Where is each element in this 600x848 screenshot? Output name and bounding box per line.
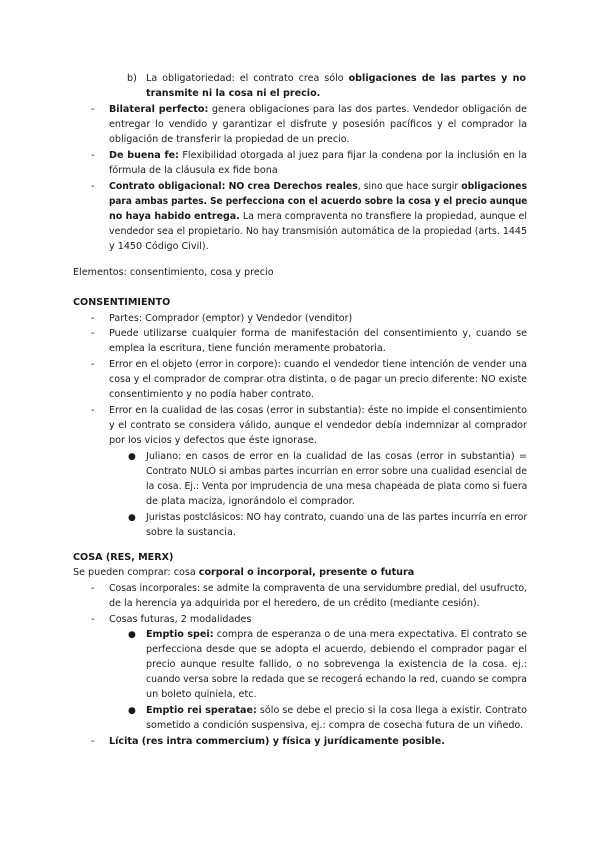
- dash-marker: -: [91, 583, 95, 594]
- paragraph-line: Cosas futuras, 2 modalidades: [109, 614, 252, 625]
- section-heading-consentimiento: CONSENTIMIENTO: [73, 297, 171, 308]
- paragraph-line: Error en el objeto (error in corpore): cuando el vendedor tiene intención de vender una: [109, 359, 527, 370]
- paragraph-line: Contrato obligacional: NO crea Derechos reales, sino que hace surgir obligaciones: [109, 181, 527, 192]
- paragraph-line: sometido a condición suspensiva, ej.: compra de cosecha futura de un viñedo.: [146, 720, 524, 731]
- paragraph-line: Lícita (res intra commercium) y física y jurídicamente posible.: [109, 736, 445, 747]
- dash-marker: -: [91, 104, 95, 115]
- paragraph-line: para ambas partes. Se perfecciona con el acuerdo sobre la cosa y el precio aunque: [109, 196, 528, 207]
- dash-marker: -: [91, 736, 95, 747]
- paragraph-line: la cosa. Ej.: Venta por imprudencia de una mesa chapeada de plata como si fuera: [146, 481, 528, 492]
- dash-marker: -: [91, 328, 95, 339]
- paragraph-line: Juristas postclásicos: NO hay contrato, cuando una de las partes incurría en error: [146, 512, 528, 523]
- paragraph-line: fórmula de la cláusula ex fide bona: [109, 165, 278, 176]
- paragraph-line: De buena fe: Flexibilidad otorgada al juez para fijar la condena por la inclusión en la: [109, 150, 527, 161]
- paragraph-line: obligación de transferir la propiedad de un precio.: [109, 134, 350, 145]
- paragraph-line: Bilateral perfecto: genera obligaciones para las dos partes. Vendedor obligación de: [109, 104, 527, 115]
- paragraph-line: Puede utilizarse cualquier forma de manifestación del consentimiento y, cuando se: [109, 328, 527, 339]
- paragraph-line: Emptio spei: compra de esperanza o de una mera expectativa. El contrato se: [146, 629, 527, 640]
- section-heading-cosa: COSA (RES, MERX): [73, 552, 174, 563]
- bullet-marker: ●: [128, 452, 136, 462]
- paragraph-line: por los vicios y defectos que éste ignorase.: [109, 435, 317, 446]
- paragraph-line: precio aunque resulte fallido, o no sobrevenga la existencia de la cosa. ej.:: [146, 659, 527, 670]
- paragraph-line: Elementos: consentimiento, cosa y precio: [73, 267, 274, 278]
- paragraph-line: un boleto quiniela, etc.: [146, 689, 257, 700]
- paragraph-line: perfecciona desde que se adopta el acuerdo, debiendo el comprador pagar el: [146, 644, 527, 655]
- paragraph-line: cuando versa sobre la redada que se recogerá echando la red, cuando se compra: [146, 674, 527, 685]
- paragraph-line: Se pueden comprar: cosa corporal o incorporal, presente o futura: [73, 567, 415, 578]
- bullet-marker: ●: [128, 513, 136, 523]
- dash-marker: -: [91, 614, 95, 625]
- bullet-marker: ●: [128, 706, 136, 716]
- paragraph-line: de la herencia ya adquirida por el heredero, de un crédito (mediante cesión).: [109, 598, 480, 609]
- paragraph-line: sobre la sustancia.: [146, 527, 236, 538]
- paragraph-line: vendedor sea el propietario. No hay transmisión automática de la propiedad (arts. 1445: [109, 226, 527, 237]
- paragraph-line: Juliano: en casos de error en la cualidad de las cosas (error in substantia) =: [146, 451, 527, 462]
- paragraph-line: entregar lo vendido y garantizar el disfrute y posesión pacíficos y el comprador la: [109, 119, 527, 130]
- dash-marker: -: [91, 359, 95, 370]
- paragraph-line: transmite ni la cosa ni el precio.: [146, 88, 321, 99]
- paragraph-line: y 1450 Código Civil).: [109, 241, 209, 252]
- paragraph-line: Partes: Comprador (emptor) y Vendedor (venditor): [109, 313, 353, 324]
- paragraph-line: no haya habido entrega. La mera compraventa no transfiere la propiedad, aunque el: [109, 211, 527, 222]
- paragraph-line: La obligatoriedad: el contrato crea sólo obligaciones de las partes y no: [146, 73, 526, 84]
- paragraph-line: emplea la escritura, tiene función meramente probatoria.: [109, 343, 386, 354]
- paragraph-line: consentimiento y no podía haber contrato.: [109, 389, 314, 400]
- paragraph-line: y el contrato se considera válido, aunque el vendedor debía indemnizar al comprador: [109, 420, 527, 431]
- paragraph-line: de plata maciza, ignorándolo el comprador.: [146, 496, 355, 507]
- bullet-marker: ●: [128, 630, 136, 640]
- paragraph-line: Contrato NULO si ambas partes incurrían en error sobre una cualidad esencial de: [146, 466, 527, 477]
- list-label-b: b): [127, 73, 137, 84]
- dash-marker: -: [91, 181, 95, 192]
- dash-marker: -: [91, 150, 95, 161]
- paragraph-line: Emptio rei speratae: sólo se debe el precio si la cosa llega a existir. Contrato: [146, 705, 527, 716]
- dash-marker: -: [91, 405, 95, 416]
- paragraph-line: cosa y el comprador de comprar otra distinta, o de pagar un precio diferente: NO existe: [109, 374, 527, 385]
- paragraph-line: Cosas incorporales: se admite la compraventa de una servidumbre predial, del usufructo,: [109, 583, 527, 594]
- dash-marker: -: [91, 313, 95, 324]
- paragraph-line: Error en la cualidad de las cosas (error in substantia): éste no impide el consentimiento: [109, 405, 527, 416]
